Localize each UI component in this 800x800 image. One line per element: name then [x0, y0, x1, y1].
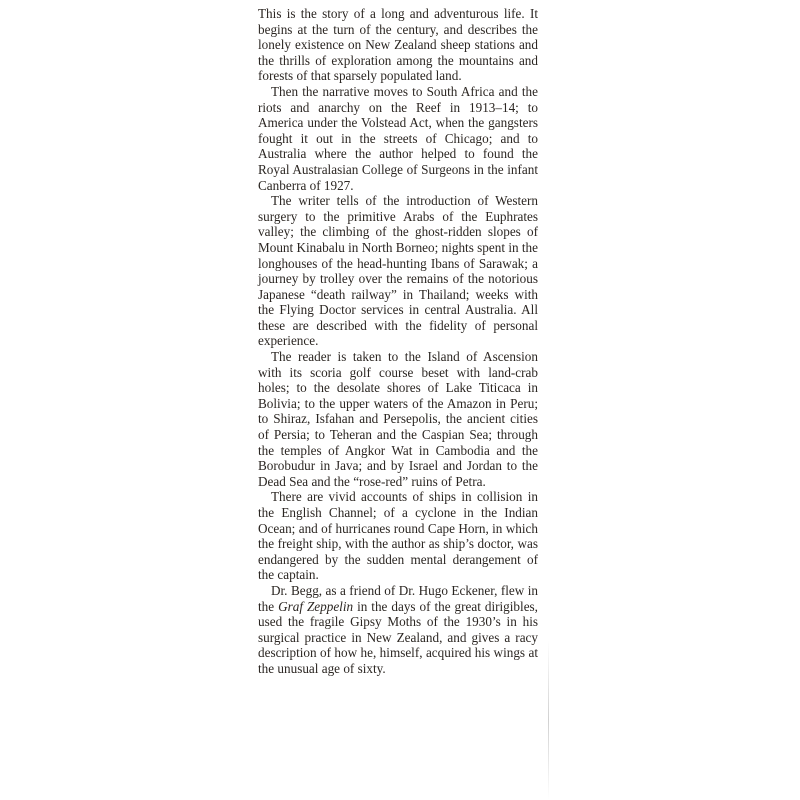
- book-blurb: [258, 6, 538, 677]
- paragraph-zeppelin-after: in the days of the great dirigibles, used the fragile Gipsy Moths of the 1930’s in his surgical practice in New Zealand, and gives a racy description of how he, himself, acquired his wings at the unusual age of sixty.: [258, 598, 538, 676]
- page-edge-shadow: [548, 640, 549, 800]
- paragraph-intro: This is the story of a long and adventurous life. It begins at the turn of the century, and describes the lonely existence on New Zealand sheep stations and the thrills of exploration among the mountains and forests of that sparsely populated land.: [258, 6, 538, 84]
- paragraph-travels: The reader is taken to the Island of Ascension with its scoria golf course beset with land-crab holes; to the desolate shores of Lake Titicaca in Bolivia; to the upper waters of the Amazon in Peru; to Shiraz, Isfahan and Persepolis, the ancient cities of Persia; to Teheran and the Caspian Sea; through the temples of Angkor Wat in Cambodia and the Borobudur in Java; and by Israel and Jordan to the Dead Sea and the “rose-red” ruins of Petra.: [258, 349, 538, 489]
- graf-zeppelin-title: Graf Zeppelin: [278, 598, 354, 614]
- paragraph-surgery: The writer tells of the introduction of Western surgery to the primitive Arabs of the Euphrates valley; the climbing of the ghost-ridden slopes of Mount Kinabalu in North Borneo; nights spent in the longhouses of the head-hunting Ibans of Sarawak; a journey by trolley over the remains of the notorious Japanese “death railway” in Thailand; weeks with the Flying Doctor services in central Australia. All these are described with the fidelity of personal experience.: [258, 193, 538, 349]
- paragraph-ships: There are vivid accounts of ships in collision in the English Channel; of a cyclone in the Indian Ocean; and of hurricanes round Cape Horn, in which the freight ship, with the author as ship’s doctor, was endangered by the sudden mental derangement of the captain.: [258, 489, 538, 583]
- paragraph-zeppelin: [258, 583, 538, 677]
- paragraph-narrative: Then the narrative moves to South Africa and the riots and anarchy on the Reef in 1913–14; to America under the Volstead Act, when the gangsters fought it out in the streets of Chicago; and to Australia where the author helped to found the Royal Australasian College of Surgeons in the infant Canberra of 1927.: [258, 83, 538, 193]
- paragraph-zeppelin-before: Dr. Begg, as a friend of Dr. Hugo Eckener, flew in the: [258, 582, 538, 614]
